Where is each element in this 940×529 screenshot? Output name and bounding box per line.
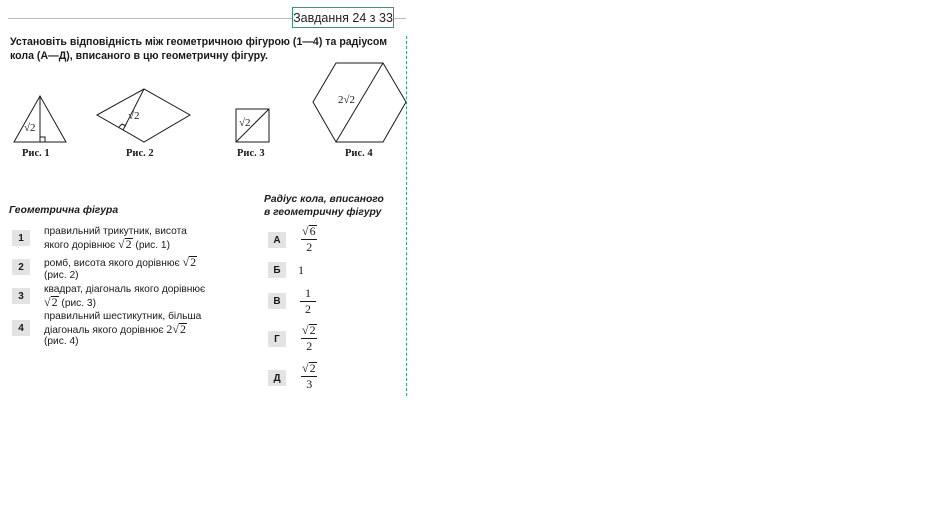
task-counter-badge: Завдання 24 з 33 [292, 7, 394, 28]
item-4-line1: правильний шестикутник, більша [44, 311, 202, 322]
option-letter-d: Д [268, 370, 286, 386]
left-column-title: Геометрична фігура [9, 205, 119, 216]
right-column-title-line2: в геометричну фігуру [264, 207, 382, 218]
fig3-mark: √2 [239, 117, 251, 129]
item-text-2 [44, 256, 214, 281]
item-number-2: 2 [12, 259, 30, 275]
question-text: Установіть відповідність між геометричною фігурою (1—4) та радіусом кола (А—Д), вписаного в цю геометричну фігуру. [10, 36, 388, 62]
item-number-3: 3 [12, 288, 30, 304]
option-letter-b: Б [268, 262, 286, 278]
fig4-mark: 2√2 [338, 94, 356, 106]
item-number-4: 4 [12, 320, 30, 336]
item-2-line2: (рис. 2) [44, 269, 79, 281]
item-text-1 [44, 226, 214, 251]
option-letter-v: В [268, 293, 286, 309]
rhombus-shape [97, 89, 190, 142]
triangle-right-angle-mark [40, 137, 45, 142]
right-column-title [264, 193, 384, 219]
option-value-d: √2 3 [302, 361, 316, 391]
fig2-label: Рис. 2 [126, 148, 154, 159]
fig1-label: Рис. 1 [22, 148, 50, 159]
option-letter-a: А [268, 232, 286, 248]
item-1-line2: якого дорівнює √2 (рис. 1) [44, 236, 170, 251]
item-text-3 [44, 284, 214, 309]
fig1-mark: √2 [24, 122, 36, 134]
item-4-line2: діагональ якого дорівнює 2√2 [44, 321, 186, 336]
figures-row [0, 58, 410, 168]
right-column-title-line1: Радіус кола, вписаного [264, 194, 384, 205]
fig3-label: Рис. 3 [237, 148, 265, 159]
option-value-a: √6 2 [302, 224, 316, 254]
item-text-4 [44, 311, 214, 348]
option-value-h: √2 2 [302, 323, 316, 353]
option-letter-h: Г [268, 331, 286, 347]
fig2-mark: √2 [128, 110, 140, 122]
item-4-line3: (рис. 4) [44, 336, 79, 347]
item-number-1: 1 [12, 230, 30, 246]
item-3-line2: √2 (рис. 3) [44, 294, 96, 309]
option-value-v: 1 2 [300, 287, 316, 316]
fig4-label: Рис. 4 [345, 148, 373, 159]
option-value-b: 1 [298, 263, 304, 277]
item-2-line1: ромб, висота якого дорівнює √2 [44, 255, 197, 269]
item-3-line1: квадрат, діагональ якого дорівнює [44, 284, 206, 295]
item-1-line1: правильний трикутник, висота [44, 226, 187, 237]
